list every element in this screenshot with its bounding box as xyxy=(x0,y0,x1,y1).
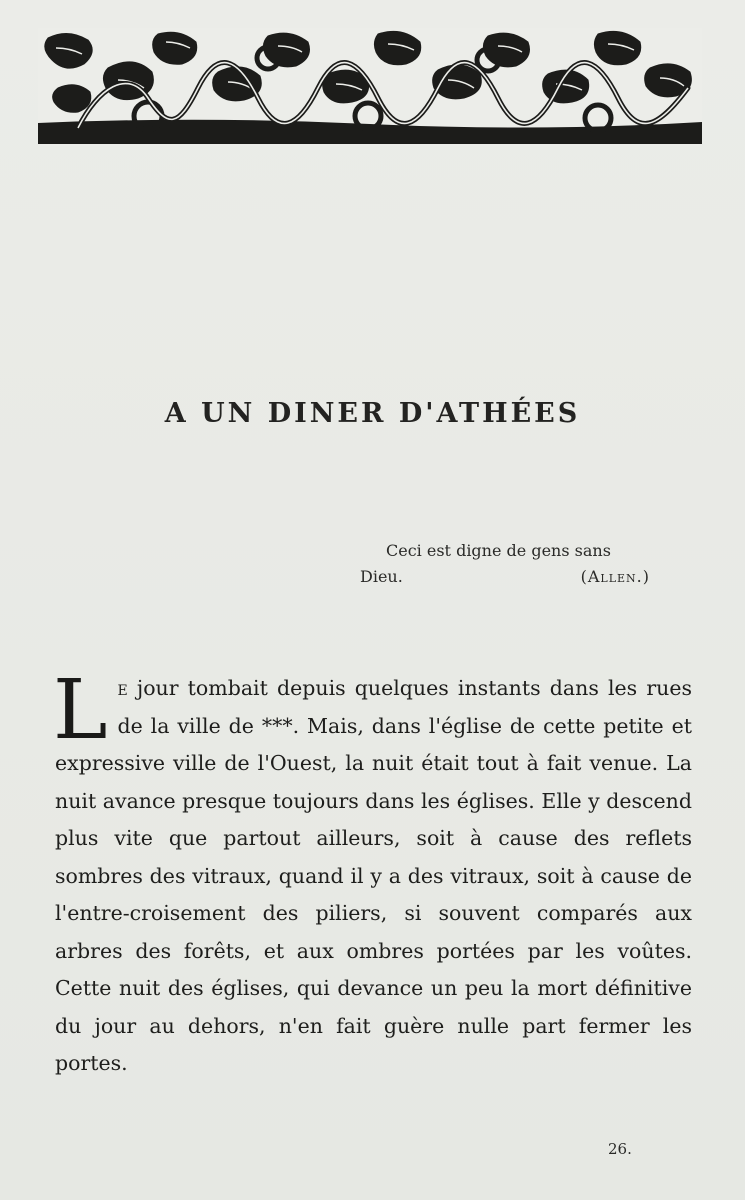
chapter-title: A UN DINER D'ATHÉES xyxy=(164,398,581,429)
first-word-rest: e xyxy=(117,676,128,700)
body-paragraph xyxy=(53,663,692,1083)
epigraph-line-2: Dieu. xyxy=(360,567,403,586)
page-number: 26. xyxy=(608,1140,632,1158)
epigraph-attribution: (Allen.) xyxy=(580,567,650,586)
epigraph xyxy=(360,538,700,590)
epigraph-line-1: Ceci est digne de gens sans xyxy=(386,541,611,560)
epigraph-line-2-row xyxy=(360,564,650,590)
paragraph-text: jour tombait depuis quelques instants dans les rues de la ville de ***. Mais, dans l'église de cette petite et expressive ville de l'Ouest, la nuit était tout à fait venue. La nuit avance presque toujours dans les églises. Elle y descend plus vite que partout ailleurs, soit à cause des reflets sombres des vitraux, quand il y a des vitraux, soit à cause de l'entre-croisement des piliers, si souvent comparés aux arbres des forêts, et aux ombres portées par les voûtes. Cette nuit des églises, qui devance un peu la mort définitive du jour au dehors, n'en fait guère nulle part fermer les portes. xyxy=(55,676,692,1075)
vine-leaf-border-icon xyxy=(38,28,702,146)
drop-cap: L xyxy=(53,663,108,758)
